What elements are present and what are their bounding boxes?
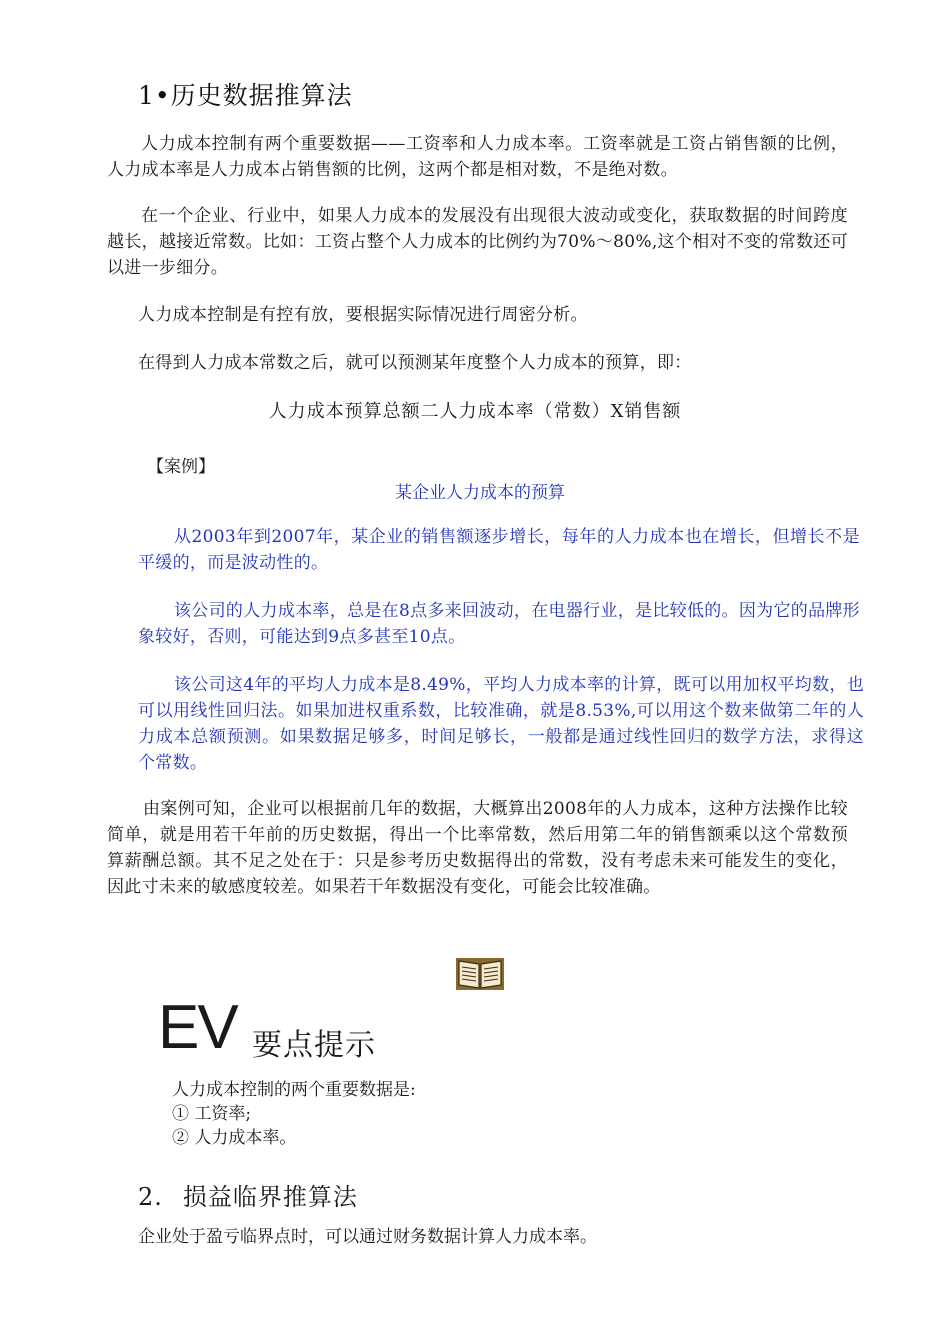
section2-heading xyxy=(138,1177,358,1212)
paragraph-constant: 在一个企业、行业中，如果人力成本的发展没有出现很大波动或变化，获取数据的时间跨度越长，越接近常数。比如：工资占整个人力成本的比例约为70%〜80%,这个相对不变的常数还可以进一步细分。 xyxy=(107,206,848,278)
ev-label: EV xyxy=(158,993,237,1062)
section2-number: 2. xyxy=(138,1183,163,1211)
paragraph-control: 人力成本控制是有控有放，要根据实际情况进行周密分析。 xyxy=(138,305,588,325)
case-paragraph-growth: 从2003年到2007年，某企业的销售额逐步增长，每年的人力成本也在增长，但增长不是平缓的，而是波动性的。 xyxy=(138,527,860,573)
tip-list xyxy=(172,1078,416,1150)
case-paragraph-average: 该公司这4年的平均人力成本是8.49%，平均人力成本率的计算，既可以用加权平均数，也可以用线性回归法。如果加进权重系数，比较准确，就是8.53%,可以用这个数来做第二年的人力成本总额预测。如果数据足够多，时间足够长，一般都是通过线性回归的数学方法，求得这个常数。 xyxy=(138,675,864,773)
tip-item: ② 人力成本率。 xyxy=(172,1128,297,1148)
book-icon xyxy=(455,955,505,993)
tip-title: 要点提示 xyxy=(252,1029,376,1062)
section2-paragraph: 企业处于盈亏临界点时，可以通过财务数据计算人力成本率。 xyxy=(138,1227,597,1247)
paragraph-wage-rate: 人力成本控制有两个重要数据——工资率和人力成本率。工资率就是工资占销售额的比例，人力成本率是人力成本占销售额的比例，这两个都是相对数，不是绝对数。 xyxy=(107,134,848,180)
case-title: 某企业人力成本的预算 xyxy=(395,483,565,503)
section-heading: 1•历史数据推算法 xyxy=(138,81,353,110)
conclusion-paragraph: 由案例可知，企业可以根据前几年的数据，大概算出2008年的人力成本，这种方法操作比较简单，就是用若干年前的历史数据，得出一个比率常数，然后用第二年的销售额乘以这个常数预算薪酬总额。其不足之处在于：只是参考历史数据得出的常数，没有考虑未来可能发生的变化，因此寸未来的敏感度较差。如果若干年数据没有变化，可能会比较准确。 xyxy=(107,799,848,897)
case-paragraph-rate: 该公司的人力成本率，总是在8点多来回波动，在电器行业，是比较低的。因为它的品牌形象较好，否则，可能达到9点多甚至10点。 xyxy=(138,601,860,647)
tip-intro: 人力成本控制的两个重要数据是: xyxy=(172,1080,416,1100)
section2-title: 损益临界推算法 xyxy=(182,1183,358,1211)
tip-item: ① 工资率; xyxy=(172,1104,252,1124)
case-label: 【案例】 xyxy=(147,457,215,477)
budget-formula: 人力成本预算总额二人力成本率（常数）X销售额 xyxy=(268,401,682,422)
paragraph-forecast: 在得到人力成本常数之后，就可以预测某年度整个人力成本的预算，即： xyxy=(138,353,692,373)
